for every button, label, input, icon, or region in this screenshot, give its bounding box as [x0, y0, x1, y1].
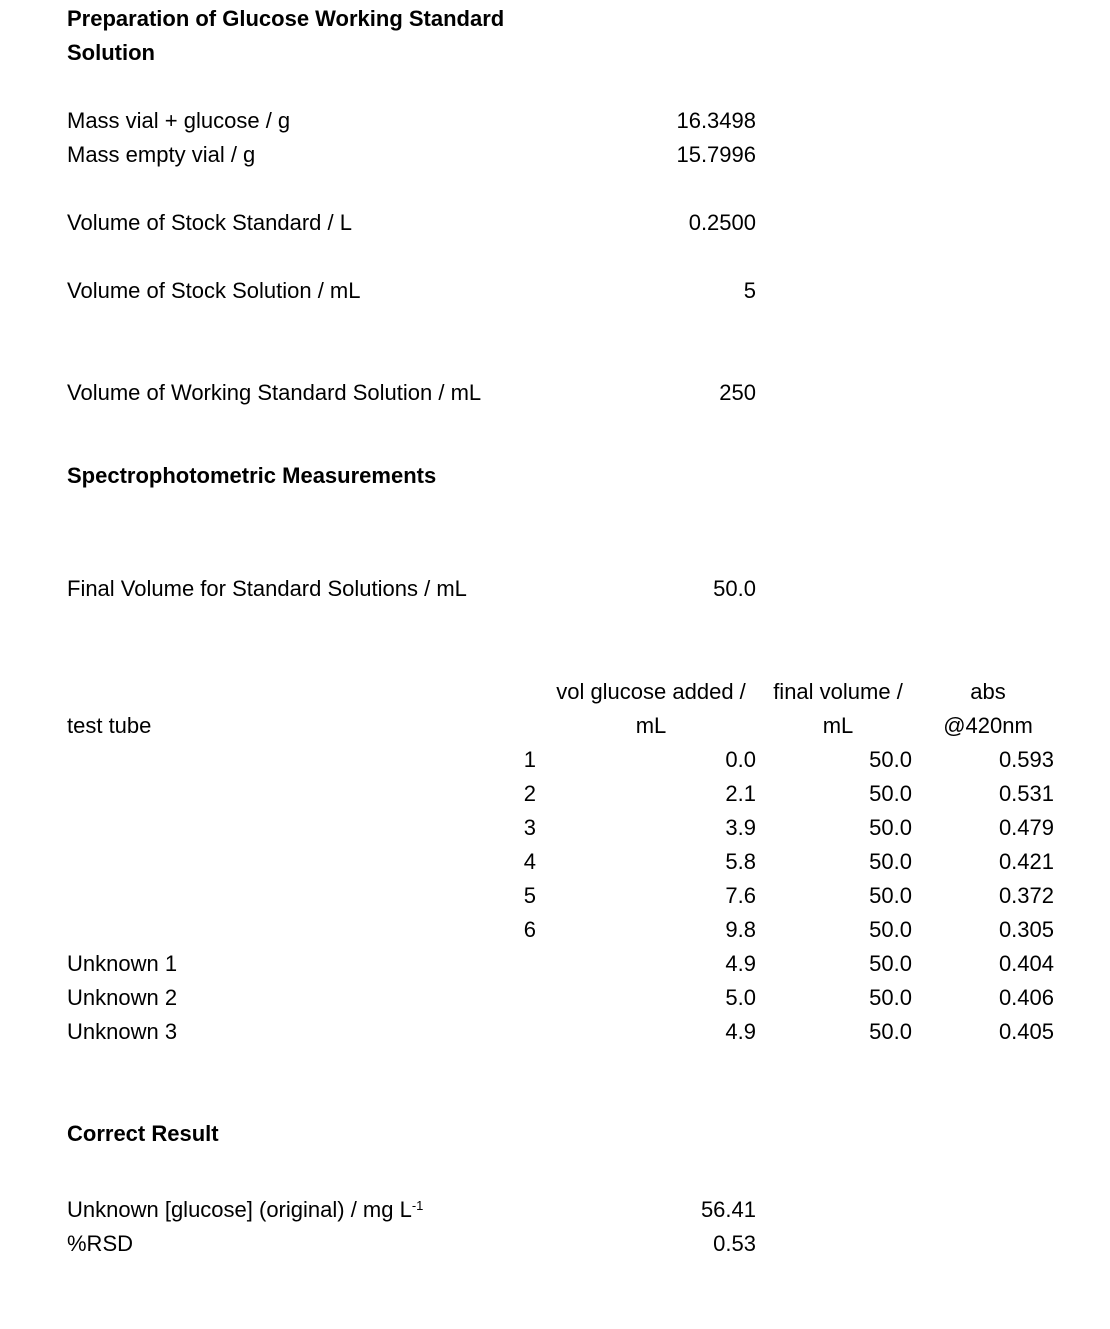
unknown-conc-superscript: -1: [411, 1198, 424, 1213]
vol-stock-solution-label: Volume of Stock Solution / mL: [67, 278, 361, 303]
result-title: Correct Result: [67, 1121, 219, 1146]
mass-empty-vial-label: Mass empty vial / g: [67, 142, 256, 167]
row-vol-added: 3.9: [725, 815, 756, 840]
row-number: 3: [523, 815, 536, 840]
row-final-volume: 50.0: [869, 951, 912, 976]
header-vol-added-line2: mL: [635, 713, 667, 738]
row-number: 2: [523, 781, 536, 806]
row-label: Unknown 3: [67, 1019, 178, 1044]
row-abs: 0.372: [998, 883, 1054, 908]
vol-working-standard-label: Volume of Working Standard Solution / mL: [67, 380, 482, 405]
row-abs: 0.531: [998, 781, 1054, 806]
mass-vial-glucose-label: Mass vial + glucose / g: [67, 108, 291, 133]
rsd-value: 0.53: [713, 1231, 756, 1256]
row-vol-added: 0.0: [725, 747, 756, 772]
row-number: 6: [523, 917, 536, 942]
row-number: 4: [523, 849, 536, 874]
header-test-tube: test tube: [67, 713, 152, 738]
row-final-volume: 50.0: [869, 1019, 912, 1044]
row-abs: 0.593: [998, 747, 1054, 772]
vol-stock-solution-value: 5: [743, 278, 756, 303]
row-vol-added: 7.6: [725, 883, 756, 908]
row-final-volume: 50.0: [869, 781, 912, 806]
final-volume-value: 50.0: [713, 576, 756, 601]
row-vol-added: 4.9: [725, 1019, 756, 1044]
row-vol-added: 9.8: [725, 917, 756, 942]
row-final-volume: 50.0: [869, 985, 912, 1010]
mass-vial-glucose-value: 16.3498: [676, 108, 756, 133]
header-abs-line1: abs: [970, 679, 1006, 704]
row-label: Unknown 1: [67, 951, 178, 976]
header-final-vol-line1: final volume /: [773, 679, 903, 704]
header-final-vol-line2: mL: [822, 713, 854, 738]
row-final-volume: 50.0: [869, 917, 912, 942]
row-final-volume: 50.0: [869, 815, 912, 840]
unknown-conc-value: 56.41: [700, 1197, 756, 1222]
row-abs: 0.405: [998, 1019, 1054, 1044]
row-abs: 0.305: [998, 917, 1054, 942]
row-vol-added: 2.1: [725, 781, 756, 806]
row-number: 5: [523, 883, 536, 908]
header-abs-line2: @420nm: [943, 713, 1033, 738]
row-abs: 0.404: [998, 951, 1054, 976]
header-vol-added-line1: vol glucose added /: [556, 679, 746, 704]
prep-title-line2: Solution: [67, 40, 155, 65]
vol-stock-standard-value: 0.2500: [688, 210, 756, 235]
row-vol-added: 4.9: [725, 951, 756, 976]
final-volume-label: Final Volume for Standard Solutions / mL: [67, 576, 467, 601]
row-final-volume: 50.0: [869, 883, 912, 908]
row-abs: 0.406: [998, 985, 1054, 1010]
row-abs: 0.421: [998, 849, 1054, 874]
row-abs: 0.479: [998, 815, 1054, 840]
unknown-conc-label-wrap: [67, 1193, 423, 1227]
rsd-label: %RSD: [67, 1231, 134, 1256]
row-vol-added: 5.0: [725, 985, 756, 1010]
row-final-volume: 50.0: [869, 747, 912, 772]
row-number: 1: [523, 747, 536, 772]
spectro-title: Spectrophotometric Measurements: [67, 463, 437, 488]
row-final-volume: 50.0: [869, 849, 912, 874]
prep-title-line1: Preparation of Glucose Working Standard: [67, 6, 505, 31]
vol-working-standard-value: 250: [719, 380, 756, 405]
unknown-conc-label: Unknown [glucose] (original) / mg L: [67, 1197, 412, 1222]
mass-empty-vial-value: 15.7996: [676, 142, 756, 167]
row-vol-added: 5.8: [725, 849, 756, 874]
vol-stock-standard-label: Volume of Stock Standard / L: [67, 210, 352, 235]
row-label: Unknown 2: [67, 985, 178, 1010]
